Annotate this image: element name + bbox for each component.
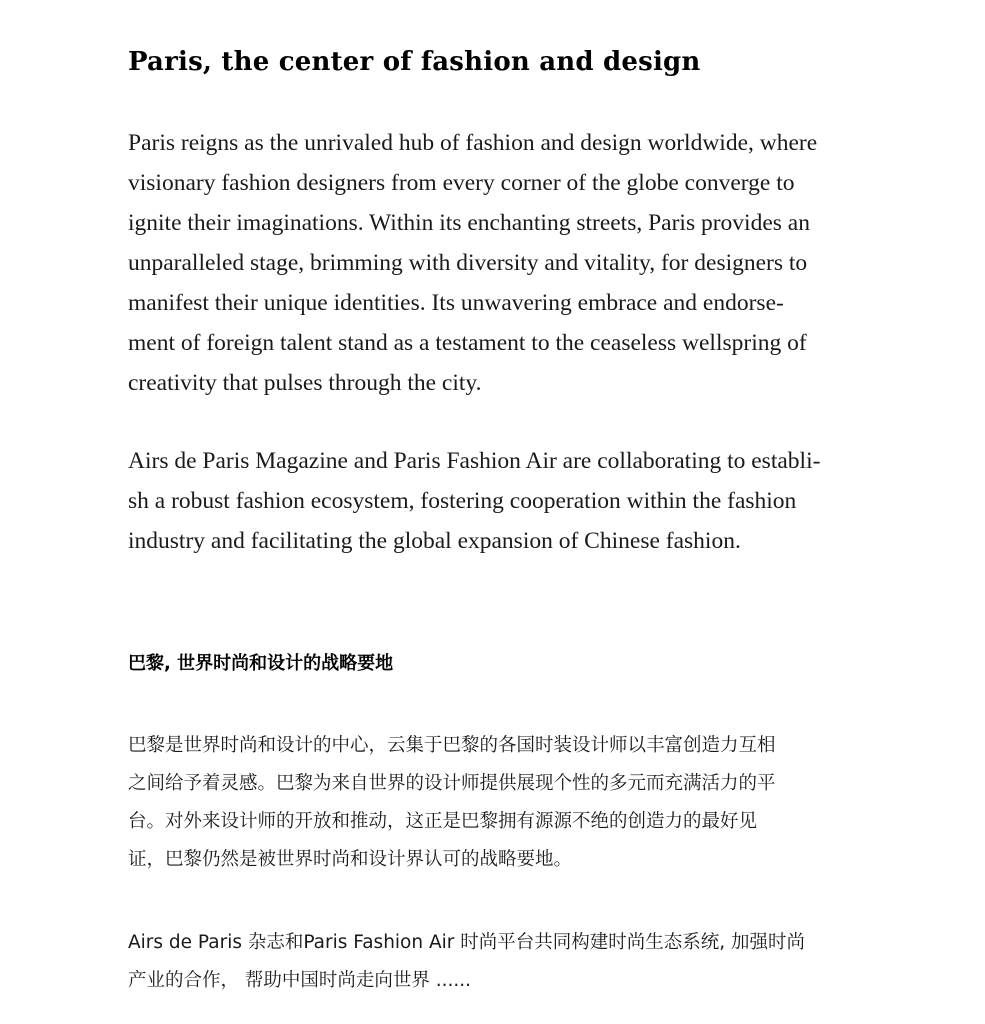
text-line: sh a robust fashion ecosystem, fostering cooperation within the fashion [128, 488, 797, 514]
text-line: manifest their unique identities. Its unwavering embrace and endorse- [128, 290, 784, 316]
text-line: 之间给予着灵感。巴黎为来自世界的设计师提供展现个性的多元而充满活力的平 [128, 773, 776, 794]
english-paragraph-2 [128, 441, 820, 561]
text-line: 台。对外来设计师的开放和推动，这正是巴黎拥有源源不绝的创造力的最好见 [128, 811, 758, 832]
text-line: unparalleled stage, brimming with diversity and vitality, for designers to [128, 250, 808, 276]
text-line: ignite their imaginations. Within its enchanting streets, Paris provides an [128, 210, 810, 236]
english-title: Paris, the center of fashion and design [128, 47, 701, 77]
english-paragraph-1 [128, 123, 817, 403]
chinese-title: 巴黎, 世界时尚和设计的战略要地 [128, 653, 394, 674]
chinese-paragraph-1 [128, 727, 776, 879]
text-line: 产业的合作， 帮助中国时尚走向世界 ...... [128, 970, 472, 991]
text-line: visionary fashion designers from every corner of the globe converge to [128, 170, 795, 196]
text-line: 巴黎是世界时尚和设计的中心，云集于巴黎的各国时装设计师以丰富创造力互相 [128, 735, 776, 756]
chinese-paragraph-2 [128, 924, 805, 1000]
text-line: creativity that pulses through the city. [128, 370, 482, 396]
text-line: industry and facilitating the global expansion of Chinese fashion. [128, 528, 741, 554]
text-line: Airs de Paris Magazine and Paris Fashion Air are collaborating to establi- [128, 448, 821, 474]
text-line: Paris reigns as the unrivaled hub of fashion and design worldwide, where [128, 130, 818, 156]
text-line: ment of foreign talent stand as a testament to the ceaseless wellspring of [128, 330, 807, 356]
text-line: 证，巴黎仍然是被世界时尚和设计界认可的战略要地。 [128, 849, 573, 870]
text-line: Airs de Paris 杂志和Paris Fashion Air 时尚平台共同构建时尚生态系统, 加强时尚 [128, 932, 806, 953]
